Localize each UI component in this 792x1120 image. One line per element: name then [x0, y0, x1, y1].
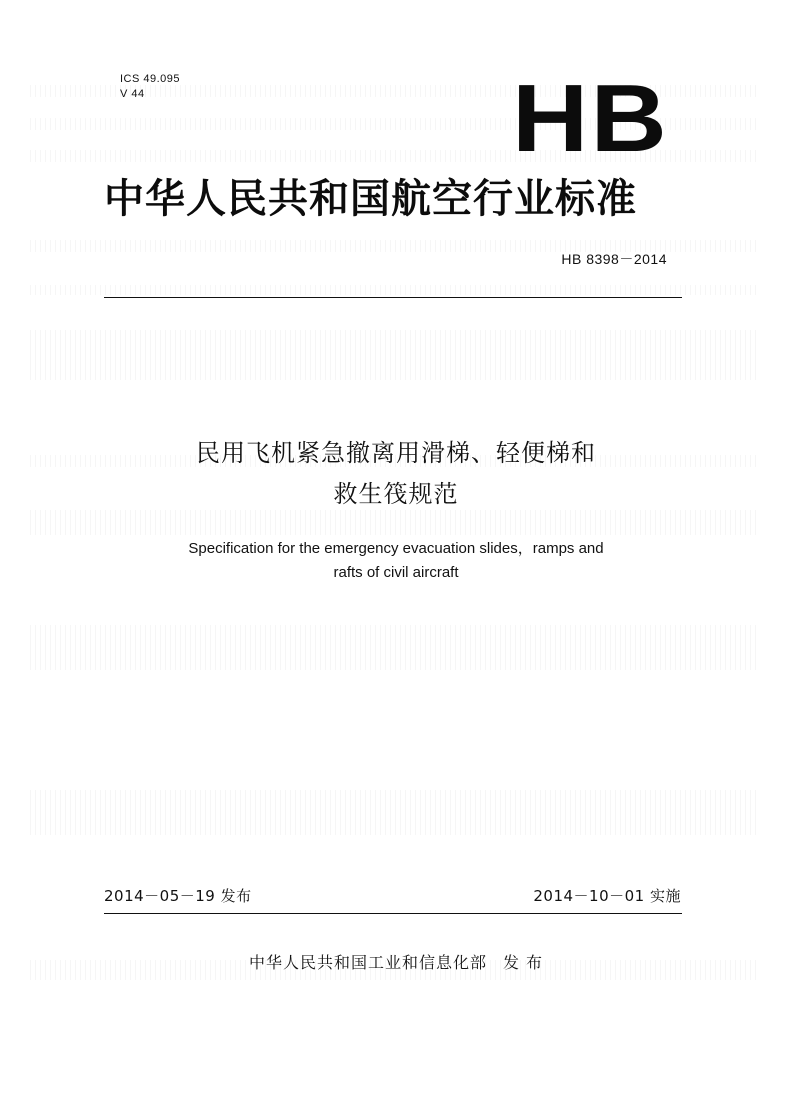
ics-code: ICS 49.095 [120, 73, 181, 85]
scan-texture [30, 285, 760, 295]
issue-date: 2014－05－19 发布 [104, 887, 252, 905]
issuing-authority [0, 950, 792, 973]
standard-number: HB 8398－2014 [561, 251, 667, 267]
scan-texture [30, 625, 760, 670]
ics-classification-block [120, 72, 180, 102]
chinese-title-line-2: 救生筏规范 [333, 480, 459, 508]
hb-logo: HB [512, 65, 669, 172]
english-title-line-1: Specification for the emergency evacuation slides，ramps and [188, 540, 604, 557]
header-divider [104, 297, 682, 298]
ccs-code: V 44 [120, 88, 145, 100]
scan-texture [30, 790, 760, 835]
issuer-name: 中华人民共和国工业和信息化部 [248, 953, 487, 972]
scan-texture [30, 510, 760, 535]
chinese-title-line-1: 民用飞机紧急撤离用滑梯、轻便梯和 [196, 439, 596, 467]
effective-date: 2014－10－01 实施 [533, 887, 681, 905]
english-title-line-2: rafts of civil aircraft [333, 564, 459, 581]
issuer-action: 发 布 [502, 953, 544, 972]
footer-divider [104, 913, 682, 914]
organization-title: 中华人民共和国航空行业标准 [104, 176, 637, 222]
scan-texture [30, 330, 760, 380]
